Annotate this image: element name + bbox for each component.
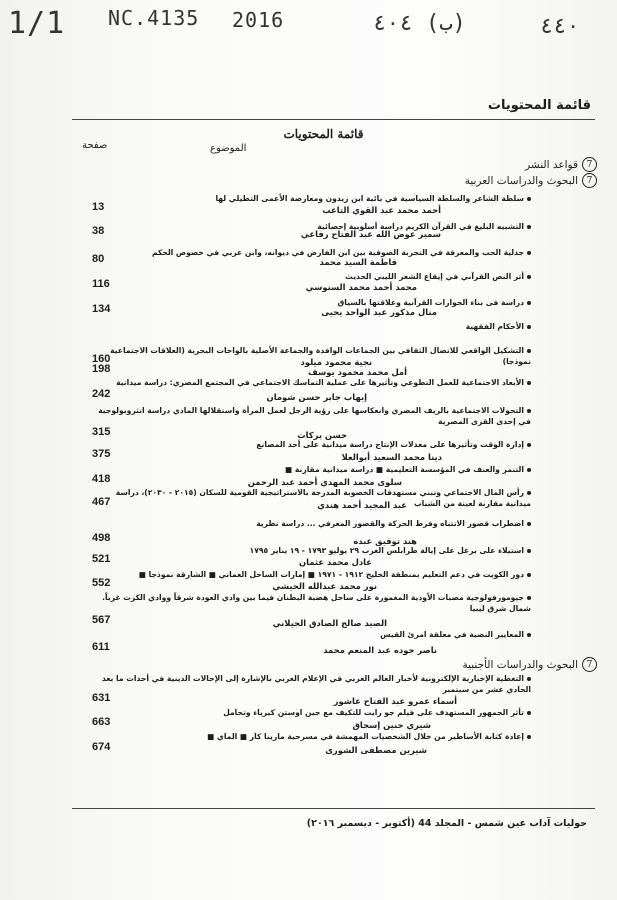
toc-entry-title [91,546,531,557]
toc-entry-author: عادل محمد عثمان [299,557,372,567]
toc-entry-page-number: 521 [92,553,111,565]
toc-entry-author: محمد أحمد محمد السنوسي [305,282,417,292]
bullet-icon [527,197,531,201]
toc-entry-page-number: 418 [92,473,111,485]
entry-title-text: رأس المال الاجتماعي وتبني مستهدفات الخصوبة المدرجة بالاستراتيجية القومية للسكان (٢٠١٥ - ٢٠٣٠)، دراسة ميدانية مقارنة لعينة من الشباب [115,488,531,508]
toc-entry-author: شيري حنين إسحاق [352,720,431,730]
toc-entry-title [91,194,531,205]
toc-entry-page-number: 38 [92,225,105,237]
toc-entry-author: هند توفيق عبده [353,536,417,546]
entry-title-text: تأثر الجمهور المستهدف على فيلم جو رايت للتكيف مع جين اوستن كبرياء وتحامل [223,708,524,717]
entry-title-text: التحولات الاجتماعية بالريف المصري وانعكاسها على رؤية الرجل لعمل المرأة واستقلالها المادي دراسة انثروبولوجية في إحدى القرى المصرية [98,406,531,426]
header-divider [72,119,595,120]
toc-entry-author: فاطمة السيد محمد [319,257,397,267]
toc-entry-page-number: 663 [92,716,111,728]
toc-entry-title [91,272,531,283]
toc-entry-title [91,465,531,476]
bullet-icon [527,633,531,637]
section-label: البحوث والدراسات الأجنبية [462,658,578,671]
section-publishing-rules [525,157,597,172]
toc-entry-page-number: 375 [92,448,111,460]
bullet-icon [527,275,531,279]
toc-title: قائمة المحتويات [283,127,364,141]
entry-title-text: إعادة كتابة الأساطير من خلال الشخصيات المهمشة في مسرحية مارينا كار ■ الماي ■ [207,732,524,741]
bullet-icon [527,301,531,305]
bullet-icon [527,596,531,600]
bullet-icon [527,349,531,353]
toc-entry-title [91,570,531,581]
toc-entry-title [91,406,531,427]
section-marker-icon: 7 [582,157,597,172]
toc-entry-title [91,630,531,641]
bullet-icon [527,325,531,329]
handwritten-ref: (ب) ٤٠٤ [373,11,466,36]
entry-title-text: التغطية الإخبارية الإلكترونية لأخبار العالم العربي في الإعلام الغربي بالإشارة إلى الإحالات الدينية في أحداث ما بعد الحادي عشر من سبتمبر [101,674,531,694]
section-label: البحوث والدراسات العربية [464,174,578,187]
toc-entry-title [91,732,531,743]
toc-entry-title [91,378,531,389]
toc-entry-page-number: 160 [92,353,111,365]
section-marker-icon: 7 [582,657,597,672]
toc-entry-author: ناصر جوده عبد المنعم محمد [323,645,437,655]
bullet-icon [527,381,531,385]
bullet-icon [527,225,531,229]
toc-entry-author: أحمد محمد عبد القوي التاعب [322,205,441,215]
toc-entry-page-number: 552 [92,577,111,589]
toc-entry-title [91,440,531,451]
entry-title-text: سلطة الشاعر والسلطة السياسية في بائية ابن زيدون ومعارضة الأعمى التطيلي لها [215,194,524,203]
toc-entry-page-number: 498 [92,532,111,544]
entry-title-text: اضطراب قصور الانتباه وفرط الحركة والقصور المعرفي ... دراسة نظرية [256,519,524,528]
footer-citation: حوليات آداب عين شمس - المجلد 44 (أكتوبر - ديسمبر ٢٠١٦) [306,818,587,829]
handwritten-fraction: 1/1 [8,6,66,41]
toc-entry-title [91,674,531,695]
toc-entry-page-number: 611 [92,641,110,653]
toc-entry-title [91,346,531,367]
toc-entry-author: حسن بركات [297,430,347,440]
toc-entry-author: أمل محمد محمود يوسف [308,367,407,377]
bullet-icon [527,549,531,553]
handwritten-nc-code: NC.4135 [108,6,200,30]
toc-entry-page-number: 315 [92,426,111,438]
entry-title-text: التنمر والعنف في المؤسسة التعليمية ■ دراسة ميدانية مقارنة ■ [285,465,524,474]
toc-entry-title [91,488,531,509]
toc-entry-page-number: 80 [92,253,105,265]
section-arabic-research [465,173,597,188]
handwritten-year: 2016 [232,8,285,32]
toc-entry-author: دينا محمد السعيد أبوالعلا [341,452,442,462]
toc-entry-title [91,322,531,333]
toc-entry-author: شيرين مصطفى الشورى [325,745,427,755]
toc-entry-author: عبد المجيد أحمد هندي [317,500,407,510]
toc-entry-page-number: 674 [92,741,111,753]
section-marker-icon: 7 [582,173,597,188]
section-label: قواعد النشر [525,158,578,171]
entry-title-text: الأبعاد الاجتماعية للعمل التطوعي وتأثيرها على عملية التماسك الاجتماعي في المجتمع المصري: دراسة ميدانية [116,378,524,387]
toc-entry-author: نجية محمود ميلود [300,357,372,367]
toc-entry-title [91,519,531,530]
toc-entry-author: أسماء عمرو عبد الفتاح عاشور [333,696,457,706]
bullet-icon [527,491,531,495]
toc-entry-author: نور محمد عبدالله الحيشي [272,581,377,591]
toc-entry-page-number: 13 [92,201,105,213]
toc-entry-page-number: 134 [92,303,111,315]
bullet-icon [527,468,531,472]
toc-entry-title [91,248,531,259]
page-header-title: قائمة المحتويات [487,98,591,113]
entry-title-text: الأحكام الفقهية [465,322,524,331]
subject-column-label: الموضوع [210,143,247,154]
toc-entry-author: سمير عوض الله عبد الفتاح رفاعي [300,229,441,239]
toc-entry-page-number: 567 [92,614,111,626]
entry-title-text: دراسة فى بناء الحوارات القرآنية وعلاقتها بالسياق [337,298,524,307]
entry-title-text: أثر النص القرآني في إيقاع الشعر الليبي الحديث [345,272,524,281]
toc-entry-title [91,708,531,719]
toc-entry-page-number: 116 [92,278,110,290]
entry-title-text: جدلية الحب والمعرفة في التجربة الصوفية بين ابن الفارض في ديوانه، وابن عربي في خصوص الحكم [151,248,524,257]
entry-title-text: إدارة الوقت وتأثيرها على معدلات الإنتاج دراسة ميدانية على أحد المصانع [256,440,524,449]
toc-entry-title [91,298,531,309]
toc-entry-author: منال مذكور عبد الواحد يحيى [321,307,437,317]
toc-entry-page-number: 242 [92,388,111,400]
entry-title-text: المعايير النصية في معلقة امرئ القيس [380,630,524,639]
toc-entry-page-number: 198 [92,363,111,375]
bullet-icon [527,677,531,681]
entry-title-text: جيومورفولوجية مصبات الأودية المغمورة على ساحل هضبة البطنان فيما بين وادي العودة شرقاً ووادي الكرث غرباً. شمال شرق ليبيا [102,593,531,613]
toc-entry-page-number: 631 [92,692,111,704]
bullet-icon [527,443,531,447]
entry-title-text: التشبيه البليغ في القرآن الكريم دراسة أسلوبية إحصائية [317,222,524,231]
toc-entry-title [91,593,531,614]
entry-title-text: دور الكويت في دعم التعليم بمنطقة الخليج ١٩١٢ - ١٩٧١ ■ إمارات الساحل العماني ■ الشارقة نموذجا ■ [138,570,524,579]
page-column-label: صفحة [82,140,108,151]
handwritten-number: ٤٤٠ [540,14,580,39]
bullet-icon [527,522,531,526]
toc-entry-author: الصيد صالح الصادق الجيلاني [272,618,387,628]
toc-entry-page-number: 467 [92,496,111,508]
bullet-icon [527,251,531,255]
footer-divider [72,808,595,809]
bullet-icon [527,711,531,715]
bullet-icon [527,735,531,739]
entry-title-text: التشكيل الواقعي للاتصال الثقافي بين الجماعات الوافدة والجماعة الأصلية بالواحات البحرية (العلاقات الاجتماعية نموذجا) [110,346,531,366]
section-foreign-research [462,657,597,672]
toc-entry-author: سلوى محمد المهدي أحمد عبد الرحمن [247,477,402,487]
toc-entry-author: إيهاب جابر حسن شومان [266,392,367,402]
bullet-icon [527,573,531,577]
bullet-icon [527,409,531,413]
entry-title-text: استيلاء على برغل على إيالة طرابلس الغرب ٢٩ يوليو ١٧٩٣ - ١٩ يناير ١٧٩٥ [249,546,524,555]
